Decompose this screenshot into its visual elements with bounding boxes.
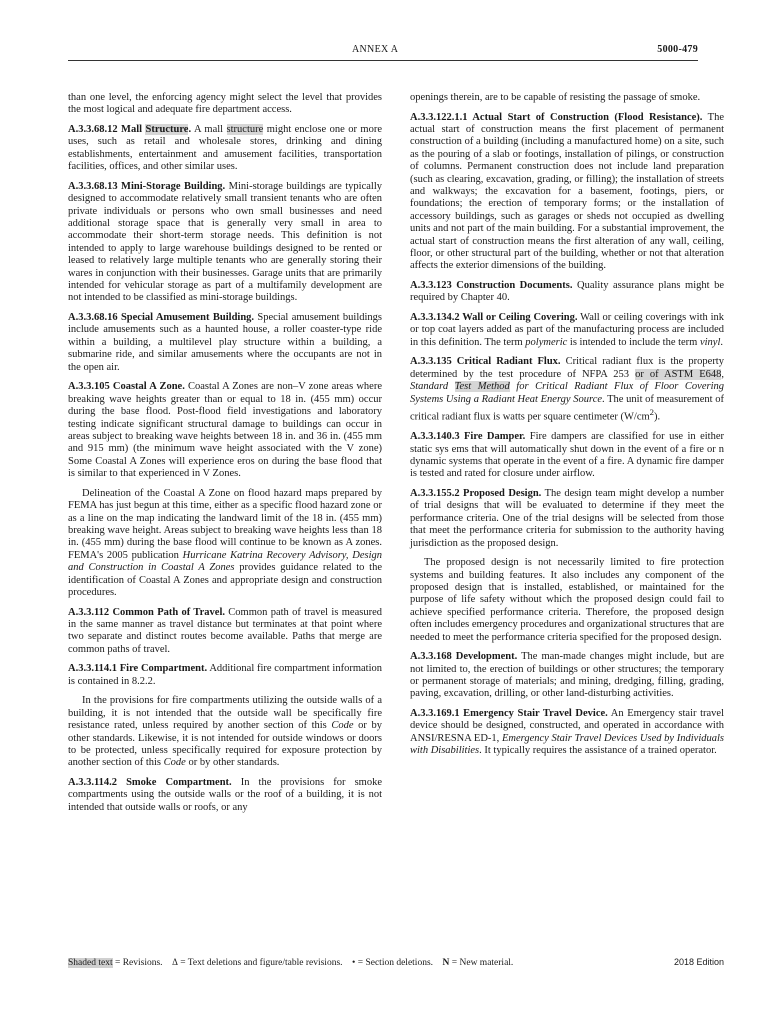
definition-critical-radiant-flux	[410, 356, 724, 424]
term-heading: A.3.3.168 Development.	[410, 651, 518, 663]
standard-title-text: for Critical Radiant Flux of Floor Covering Systems Using a Radiant Heat Energy Source	[410, 381, 724, 405]
term-heading: A.3.3.169.1 Emergency Stair Travel Device.	[410, 708, 608, 720]
term-heading: A.3.3.155.2 Proposed Design.	[410, 488, 542, 499]
definition-wall-covering	[410, 312, 724, 349]
definition-fire-damper	[410, 431, 724, 481]
paragraph-text: The design team might develop a number of trial designs that will be evaluated to determine if they meet the performance criteria. One of the trial designs will be selected from those that meet the performance criteria for submission to the authority having jurisdiction as the proposed design.	[410, 488, 724, 549]
paragraph-text: Coastal A Zones are non–V zone areas where breaking wave heights greater than or equal to 18 in. (455 mm) occur during the base flood. Post-flood field investigations and laboratory testing indicate significant structural damage to buildings can occur in areas subject to breaking wave heights between 18 in. and 36 in. (455 mm and 915 mm) (the minimum wave height associated with the V zone) Some Coastal A Zones will experience eros on during the base flood that is similar to that experienced in V Zones.	[68, 381, 382, 480]
legend-text: = Revisions.	[112, 958, 163, 968]
term-heading: A.3.3.134.2 Wall or Ceiling Covering.	[410, 312, 578, 324]
term-emphasis: vinyl	[699, 336, 721, 348]
term-heading: A.3.3.105 Coastal A Zone.	[68, 381, 185, 393]
definition-mini-storage	[68, 181, 382, 305]
right-column	[410, 92, 724, 765]
paragraph-text: The man-made changes might include, but are not limited to, the erection of buildings or other structures; the temporary or permanent storage of materials; and mining, dredging, filling, grading, paving, excavation, drilling, or other land-disturbing activities.	[410, 651, 724, 700]
definition-construction-documents	[410, 280, 724, 305]
paragraph	[68, 488, 382, 600]
paragraph-text: is intended to include the term	[567, 336, 700, 348]
definition-fire-compartment	[68, 663, 382, 688]
paragraph-text: might enclose one or more uses, such as retail and wholesale stores, drinking and dining establishments, entertainment and amusement facilities, transportation facilities, offices, and other similar uses.	[68, 124, 383, 173]
page-number: 5000-479	[657, 44, 698, 55]
revision-shading: or of ASTM E648	[635, 368, 722, 380]
paragraph-text: Wall or ceiling coverings with ink or top coat layers added as part of the manufacturing process are included in this definition. The term	[410, 312, 724, 348]
page-footer	[68, 957, 724, 971]
paragraph-text: Fire dampers are classified for use in either static sys ems that will automatically shut down in the event of a fire or n dynamic systems that operate in the event of a fire. A dynamic fire damper is tested and rated for closure under airflow.	[410, 431, 725, 480]
paragraph-text: Mini-storage buildings are typically designed to accommodate relatively small transient tenants who are often private individuals or persons who own small businesses and need additional storage space that is generally very small in area to accommodate their short-term storage needs. This definition is not intended to apply to large warehouse buildings designed to be rented or leased to relatively large multiple tenants who are generally storing their wares in conjunction with their businesses. Garage units that are primarily intended for vehicular storage as part of a multifamily development are not intended to be classified as mini-storage buildings.	[68, 180, 382, 304]
delta-icon: Δ	[172, 957, 178, 967]
header-rule	[68, 60, 698, 61]
shaded-text-sample: Shaded text	[68, 958, 113, 968]
paragraph	[68, 92, 382, 117]
term-heading: A.3.3.123 Construction Documents.	[410, 280, 573, 292]
paragraph	[68, 695, 382, 769]
paragraph-text: . The unit of measurement of critical radiant flux is watts per square centimeter (W/cm	[410, 393, 724, 423]
term-heading	[68, 124, 191, 135]
paragraph	[410, 92, 724, 104]
revision-shading: Test Method	[454, 381, 510, 393]
definition-mall-structure	[68, 124, 382, 174]
revision-shading: structure	[226, 124, 264, 135]
left-column	[68, 92, 382, 821]
paragraph-text: In the provisions for fire compartments utilizing the outside walls of a building, it is not intended that the outside wall be specifically fire resistance rated, unless required by another section of this	[68, 695, 382, 732]
paragraph-text: The actual start of construction means the first placement of permanent construction of a building (including a manufactured home) on a site, such as the pouring of a slab or footings, installation of pilings, or construction of columns. Permanent construction does not include land preparation (such as clearing, excavation, grading, or filling); the installation of streets and walkways; the excavation for a basement, footings, piers, or foundations; the erection of temporary forms; or the installation of accessory buildings, such as garages or sheds not occupied as dwelling units and not part of the main building. For a substantial improvement, the actual start of construction means the first alteration of any wall, ceiling, floor, or other structural part of the building, whether or not that alteration affects the exterior dimensions of the building.	[410, 111, 724, 272]
definition-development	[410, 651, 724, 701]
definition-actual-start	[410, 112, 724, 273]
revision-legend	[68, 957, 513, 968]
paragraph-text: The proposed design is not necessarily limited to fire protection systems and building features. It also includes any component of the proposed design that is installed, established, or maintained for the purpose of life safety without which the proposed design could fail to achieve specified performance criteria. Therefore, the proposed design often includes emergency procedures and organizational structures that are needed to meet the performance criteria specified for the proposed design.	[410, 557, 724, 643]
edition-label: 2018 Edition	[673, 957, 724, 967]
paragraph-text: ,	[721, 368, 724, 380]
paragraph-text: than one level, the enforcing agency might select the level that provides the most logical and adequate fire department access.	[68, 92, 382, 116]
superscript: 2	[649, 407, 655, 418]
paragraph-text: Quality assurance plans might be required by Chapter 40.	[410, 280, 724, 304]
revision-shading: Structure	[145, 124, 189, 135]
legend-text: = Text deletions and figure/table revisions.	[177, 958, 343, 968]
definition-special-amusement	[68, 312, 382, 374]
definition-common-path	[68, 607, 382, 657]
term-emphasis: polymeric	[525, 336, 568, 348]
paragraph-text: openings therein, are to be capable of resisting the passage of smoke.	[410, 92, 701, 103]
paragraph-text: . It typically requires the assistance of a trained operator.	[479, 745, 717, 757]
term-heading: A.3.3.114.1 Fire Compartment.	[68, 663, 208, 675]
term-heading: A.3.3.122.1.1 Actual Start of Construction (Flood Resistance).	[410, 111, 703, 123]
term-heading: A.3.3.140.3 Fire Damper.	[410, 431, 526, 443]
paragraph-text: Delineation of the Coastal A Zone on flood hazard maps prepared by FEMA has just begun at this time, either as a specific flood hazard zone or as a line on the map indicating the landward limit of the 18 in. (455 mm) breaking wave height. Areas subject to breaking wave heights less than 18 in. (455 mm) during the base flood will continue to be known as A zones. FEMA's 2005 publication	[68, 487, 382, 561]
paragraph-text: An Emergency stair travel device should be designed, constructed, and operated in accordance with ANSI/RESNA ED-1,	[410, 708, 724, 744]
term-heading: A.3.3.68.13 Mini-Storage Building.	[68, 180, 226, 192]
definition-proposed-design	[410, 488, 724, 550]
running-header	[68, 44, 698, 58]
term-heading: A.3.3.135 Critical Radiant Flux.	[410, 356, 561, 368]
code-reference: Code	[163, 757, 186, 769]
definition-coastal-a-zone	[68, 381, 382, 480]
standard-title-text: Standard	[410, 381, 455, 393]
paragraph-text: .	[720, 336, 724, 348]
paragraph-text: Common path of travel is measured in the same manner as travel distance but terminates at that point where two separate and distinct routes become available. Paths that merge are common paths of travel.	[68, 606, 382, 655]
term-heading: A.3.3.114.2 Smoke Compartment.	[68, 777, 232, 788]
paragraph-text: provides guidance related to the identification of Coastal A Zones and appropriate design and construction procedures.	[68, 562, 382, 598]
publication-title: Hurricane Katrina Recovery Advisory, Design and Construction in Coastal A Zones	[68, 549, 382, 574]
paragraph-text: Special amusement buildings include amusements such as a haunted house, a roller coaster-type ride within a building, a multilevel play structure within a building, a submarine ride, and similar amusements where the occupants are not in the open air.	[68, 312, 382, 373]
paragraph	[410, 557, 724, 644]
paragraph-text: or by other standards. Likewise, it is not intended for outside windows or doors to be protected, unless specifically required for exposure protection by another section of this	[68, 720, 382, 769]
standard-title: Emergency Stair Travel Devices Used by Individuals with Disabilities	[410, 732, 724, 757]
bullet-icon: •	[352, 958, 356, 968]
definition-emergency-stair	[410, 708, 724, 758]
paragraph-text: In the provisions for smoke compartments using the outside walls or the roof of a building, it is not intended that outside walls or roofs, or any	[68, 777, 382, 813]
term-text: .	[188, 124, 192, 135]
annex-label: ANNEX A	[352, 44, 399, 55]
definition-smoke-compartment	[68, 777, 382, 814]
term-text: A.3.3.68.12 Mall	[68, 124, 146, 135]
paragraph-text: A mall	[191, 124, 227, 135]
term-heading: A.3.3.68.16 Special Amusement Building.	[68, 312, 255, 324]
legend-text: = Section deletions.	[355, 958, 434, 968]
new-material-icon: N	[442, 958, 450, 968]
paragraph-text: Critical radiant flux is the property determined by the test procedure of NFPA 253	[410, 356, 724, 380]
paragraph-text: ).	[654, 411, 661, 423]
term-heading: A.3.3.112 Common Path of Travel.	[68, 606, 225, 618]
legend-text: = New material.	[449, 958, 514, 968]
code-reference: Code	[331, 720, 354, 732]
paragraph-text: Additional fire compartment information is contained in 8.2.2.	[68, 663, 382, 687]
paragraph-text: or by other standards.	[185, 757, 280, 769]
